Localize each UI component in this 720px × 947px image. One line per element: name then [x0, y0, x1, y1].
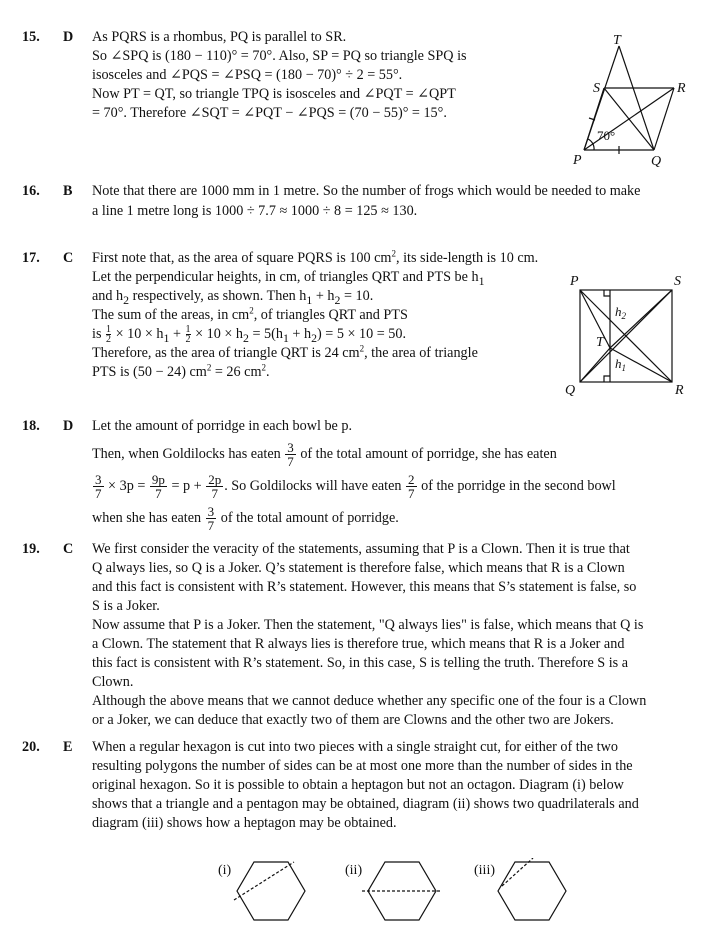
- text-line: S is a Joker.: [92, 598, 160, 614]
- question-number: 19.: [22, 541, 40, 557]
- answer-letter: D: [63, 418, 74, 434]
- line-qt: [580, 348, 610, 382]
- label-q: Q: [651, 154, 662, 169]
- text-line: = 70°. Therefore ∠SQT = ∠PQT − ∠PQS = (70 − 55)° = 15°.: [92, 105, 447, 121]
- fraction-3-7: $\frac{3}{7}$: [95, 472, 102, 501]
- text-line: Therefore, as the area of triangle QRT is 24 $cm^2$, the area of triangle: [92, 343, 478, 361]
- answer-letter: C: [63, 250, 74, 266]
- text-line: We first consider the veracity of the statements, assuming that P is a Clown. Then it is true that: [92, 541, 630, 557]
- question-number: 17.: [22, 250, 40, 266]
- text-line: original hexagon. So it is possible to obtain a heptagon but not an octagon. Diagram (i) below: [92, 777, 624, 793]
- answer-letter: C: [63, 541, 74, 557]
- line-tq: [619, 46, 654, 150]
- label-q: Q: [565, 383, 576, 398]
- diagram-label-ii: (ii): [345, 863, 363, 878]
- text-line: Note that there are 1000 mm in 1 metre. So the number of frogs which would be needed to make: [92, 183, 641, 199]
- text-line: this fact is consistent with R’s statement. So, in this case, S is telling the truth. Therefore S is a: [92, 655, 629, 671]
- text-line: diagram (iii) shows how a heptagon may be obtained.: [92, 815, 397, 831]
- text-line: and this fact is consistent with R’s statement. However, this means that S’s statement is false, so: [92, 579, 637, 595]
- text-line: Now PT = QT, so triangle TPQ is isosceles and ∠PQT = ∠QPT: [92, 86, 456, 102]
- diagram-label-iii: (iii): [474, 863, 495, 878]
- fraction-2-7: $\frac{2}{7}$: [408, 472, 415, 501]
- label-h2: $h_2$: [615, 304, 626, 321]
- label-r: R: [675, 383, 684, 398]
- text-line: The sum of the areas, in $cm^2$, of triangles QRT and PTS: [92, 305, 408, 323]
- rhombus-diagram: [570, 32, 695, 170]
- answer-letter: E: [63, 739, 73, 755]
- line-st: [610, 290, 672, 348]
- diagram-label-i: (i): [218, 863, 232, 878]
- text-line: Now assume that P is a Joker. Then the statement, "Q always lies" is false, which means that Q is: [92, 617, 644, 633]
- text-line: isosceles and ∠PQS = ∠PSQ = (180 − 70)° ÷ 2 = 55°.: [92, 67, 403, 83]
- right-angle-mark: [604, 376, 610, 382]
- equation-line: $\frac{3}{7}$ × 3p = $\frac{9p}{7}$ = p + $\frac{2p}{7}$ . So Goldilocks will have eaten $\frac{2}{7}$ of the porridge in the second bowl: [95, 472, 616, 501]
- label-p: P: [573, 153, 582, 168]
- text-line: As PQRS is a rhombus, PQ is parallel to SR.: [92, 29, 347, 45]
- hexagon: [498, 862, 566, 920]
- text-line: resulting polygons the number of sides can be at most one more than the number of sides in the: [92, 758, 633, 774]
- square-diagram: [560, 272, 695, 400]
- answer-letter: B: [63, 183, 73, 199]
- angle-label: 70°: [597, 128, 616, 143]
- right-angle-mark: [604, 290, 610, 296]
- label-t: T: [596, 335, 604, 350]
- hexagon-diagram-iii: [490, 858, 570, 924]
- text-line: a Clown. The statement that R always lies is therefore true, which means that R is a Joker and: [92, 636, 625, 652]
- text-line: Let the perpendicular heights, in cm, of triangles QRT and PTS be $h_1$: [92, 269, 485, 288]
- label-t: T: [613, 33, 621, 48]
- label-h1: $h_1$: [615, 356, 626, 373]
- fraction-half: $\frac{1}{2}$: [185, 324, 191, 346]
- text-line: is $\frac{1}{2}$ × $10 \times h_1$ + $\frac{1}{2}$ × $10 \times h_2 = 5(h_1 + h_2) = 5 \times 10 = 50$.: [92, 324, 407, 346]
- side-qr: [654, 88, 674, 150]
- line-pt: [580, 290, 610, 348]
- label-s: S: [593, 81, 600, 96]
- question-number: 20.: [22, 739, 40, 755]
- fraction-3-7: $\frac{3}{7}$: [287, 440, 294, 469]
- fraction-3-7: $\frac{3}{7}$: [207, 504, 215, 533]
- text-line: and $h_2$ respectively, as shown. Then $h_1 + h_2 = 10$.: [92, 288, 374, 307]
- text-line: Although the above means that we cannot deduce whether any specific one of the four is a Clown: [92, 693, 647, 709]
- text-line: or a Joker, we can deduce that exactly two of them are Clowns and the other two are Jokers.: [92, 712, 614, 728]
- text-line: Then, when Goldilocks has eaten $\frac{3}{7}$ of the total amount of porridge, she has eaten: [92, 440, 557, 469]
- text-line: a line 1 metre long is 1000 ÷ 7.7 ≈ 1000 ÷ 8 = 125 ≈ 130.: [92, 203, 418, 219]
- question-number: 16.: [22, 183, 40, 199]
- fraction-half: $\frac{1}{2}$: [106, 324, 112, 346]
- label-s: S: [674, 274, 681, 289]
- text-line: So ∠SPQ is (180 − 110)° = 70°. Also, SP = PQ so triangle SPQ is: [92, 48, 467, 64]
- question-number: 18.: [22, 418, 40, 434]
- text-line: Let the amount of porridge in each bowl be p.: [92, 418, 353, 434]
- question-number: 15.: [22, 29, 40, 45]
- fraction-9p-7: $\frac{9p}{7}$: [151, 472, 165, 501]
- hexagon-diagram-i: [230, 858, 310, 924]
- text-line: When a regular hexagon is cut into two pieces with a single straight cut, for either of the two: [92, 739, 618, 755]
- label-p: P: [570, 274, 579, 289]
- text-line: shows that a triangle and a pentagon may be obtained, diagram (ii) shows two quadrilaterals and: [92, 796, 639, 812]
- label-r: R: [677, 81, 686, 96]
- text-line: First note that, as the area of square PQRS is 100 $cm^2$, its side-length is 10 cm.: [92, 248, 539, 266]
- text-line: Q always lies, so Q is a Joker. Q’s statement is therefore false, which means that R is a Clown: [92, 560, 625, 576]
- hexagon-diagram-ii: [360, 858, 445, 924]
- text-line: when she has eaten $\frac{3}{7}$ of the total amount of porridge.: [92, 504, 399, 533]
- fraction-2p-7: $\frac{2p}{7}$: [208, 472, 222, 501]
- answer-letter: D: [63, 29, 74, 45]
- text-line: Clown.: [92, 674, 134, 690]
- text-line: PTS is (50 − 24) $cm^2 = 26$ $cm^2$.: [92, 362, 270, 380]
